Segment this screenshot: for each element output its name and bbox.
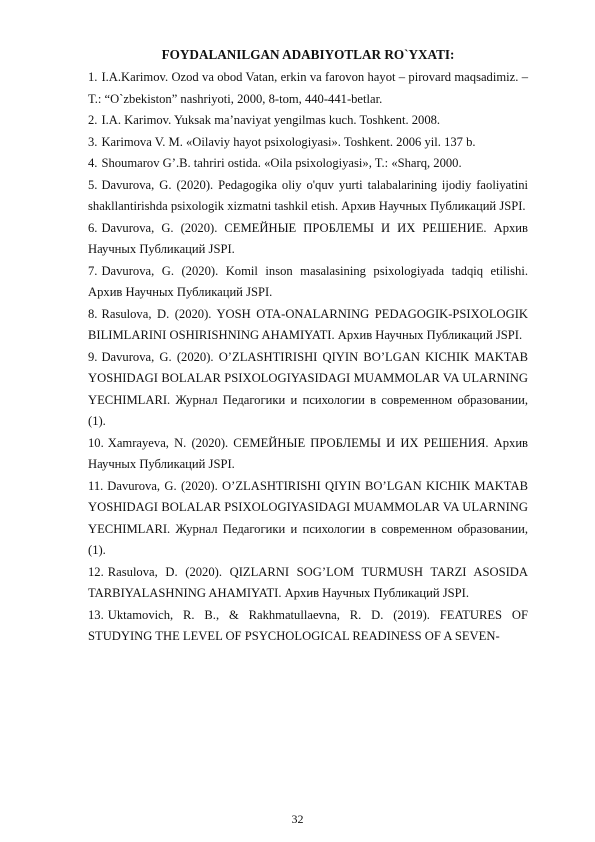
reference-text: Davurova, G. (2020). O’ZLASHTIRISHI QIYIN BO’LGAN KICHIK MAKTAB YOSHIDAGI BOLALAR PSIXOLOGIYASIDAGI MUAMMOLAR VA ULARNING YECHIMLARI. Журнал Педагогики и психологии в современном образовании, (1). xyxy=(88,478,528,557)
reference-number: 7. xyxy=(88,263,98,278)
reference-item-6 xyxy=(88,218,528,261)
reference-number: 13. xyxy=(88,607,104,622)
reference-item-7 xyxy=(88,261,528,304)
reference-number: 1. xyxy=(88,70,98,84)
reference-number: 6. xyxy=(88,220,98,235)
reference-number: 5. xyxy=(88,177,98,192)
reference-text: I.A. Karimov. Yuksak ma’naviyat yengilmas kuch. Toshkent. 2008. xyxy=(101,113,441,127)
reference-item-5 xyxy=(88,175,528,218)
reference-item-11 xyxy=(88,476,528,562)
reference-item-9 xyxy=(88,347,528,433)
reference-text: Davurova, G. (2020). Komil inson masalasining psixologiyada tadqiq etilishi. Архив Научных Публикаций JSPI. xyxy=(88,263,528,299)
reference-text: I.A.Karimov. Ozod va obod Vatan, erkin va farovon hayot – pirovard maqsadimiz. – T.: “O`zbekiston” nashriyoti, 2000, 8-tom, 440-441-betlar. xyxy=(88,70,528,106)
reference-item-12 xyxy=(88,562,528,605)
reference-item-13 xyxy=(88,605,528,648)
reference-text: Davurova, G. (2020). O’ZLASHTIRISHI QIYIN BO’LGAN KICHIK MAKTAB YOSHIDAGI BOLALAR PSIXOLOGIYASIDAGI MUAMMOLAR VA ULARNING YECHIMLARI. Журнал Педагогики и психологии в современном образовании, (1). xyxy=(88,349,528,428)
reference-text: Rasulova, D. (2020). YOSH OTA-ONALARNING PEDAGOGIK-PSIXOLOGIK BILIMLARINI OSHIRISHNING AHAMIYATI. Архив Научных Публикаций JSPI. xyxy=(88,306,528,342)
reference-item-2 xyxy=(88,110,528,132)
reference-text: Rasulova, D. (2020). QIZLARNI SOG’LOM TURMUSH TARZI ASOSIDA TARBIYALASHNING AHAMIYATI. Архив Научных Публикаций JSPI. xyxy=(88,564,528,600)
reference-number: 3. xyxy=(88,134,98,149)
reference-number: 11. xyxy=(88,478,104,493)
reference-number: 12. xyxy=(88,564,104,579)
references-heading: FOYDALANILGAN ADABIYOTLAR RO`YXATI: xyxy=(161,47,455,62)
reference-number: 2. xyxy=(88,113,98,127)
reference-text: Uktamovich, R. B., & Rakhmatullaevna, R. D. (2019). FEATURES OF STUDYING THE LEVEL OF PSYCHOLOGICAL READINESS OF A SEVEN- xyxy=(88,607,528,643)
reference-number: 10. xyxy=(88,435,104,450)
reference-item-3 xyxy=(88,132,528,154)
reference-list xyxy=(88,67,528,648)
reference-text: Xamrayeva, N. (2020). СЕМЕЙНЫЕ ПРОБЛЕМЫ И ИХ РЕШЕНИЯ. Архив Научных Публикаций JSPI. xyxy=(88,435,528,471)
reference-item-1 xyxy=(88,67,528,110)
reference-text: Shoumarov G’.B. tahriri ostida. «Oila psixologiyasi», T.: «Sharq, 2000. xyxy=(101,156,462,170)
reference-number: 9. xyxy=(88,349,98,364)
reference-text: Karimova V. M. «Oilaviy hayot psixologiyasi». Toshkent. 2006 yil. 137 b. xyxy=(101,134,476,149)
reference-text: Davurova, G. (2020). СЕМЕЙНЫЕ ПРОБЛЕМЫ И ИХ РЕШЕНИЕ. Архив Научных Публикаций JSPI. xyxy=(88,220,528,256)
reference-number: 8. xyxy=(88,306,98,321)
document-page xyxy=(88,44,528,648)
reference-item-10 xyxy=(88,433,528,476)
reference-item-8 xyxy=(88,304,528,347)
page-number: 32 xyxy=(291,812,304,826)
reference-text: Davurova, G. (2020). Pedagogika oliy o'quv yurti talabalarining ijodiy faoliyatini shakllantirishda psixologik xizmatni tashkil etish. Архив Научных Публикаций JSPI. xyxy=(88,177,528,213)
reference-number: 4. xyxy=(88,156,98,170)
reference-item-4 xyxy=(88,153,528,175)
